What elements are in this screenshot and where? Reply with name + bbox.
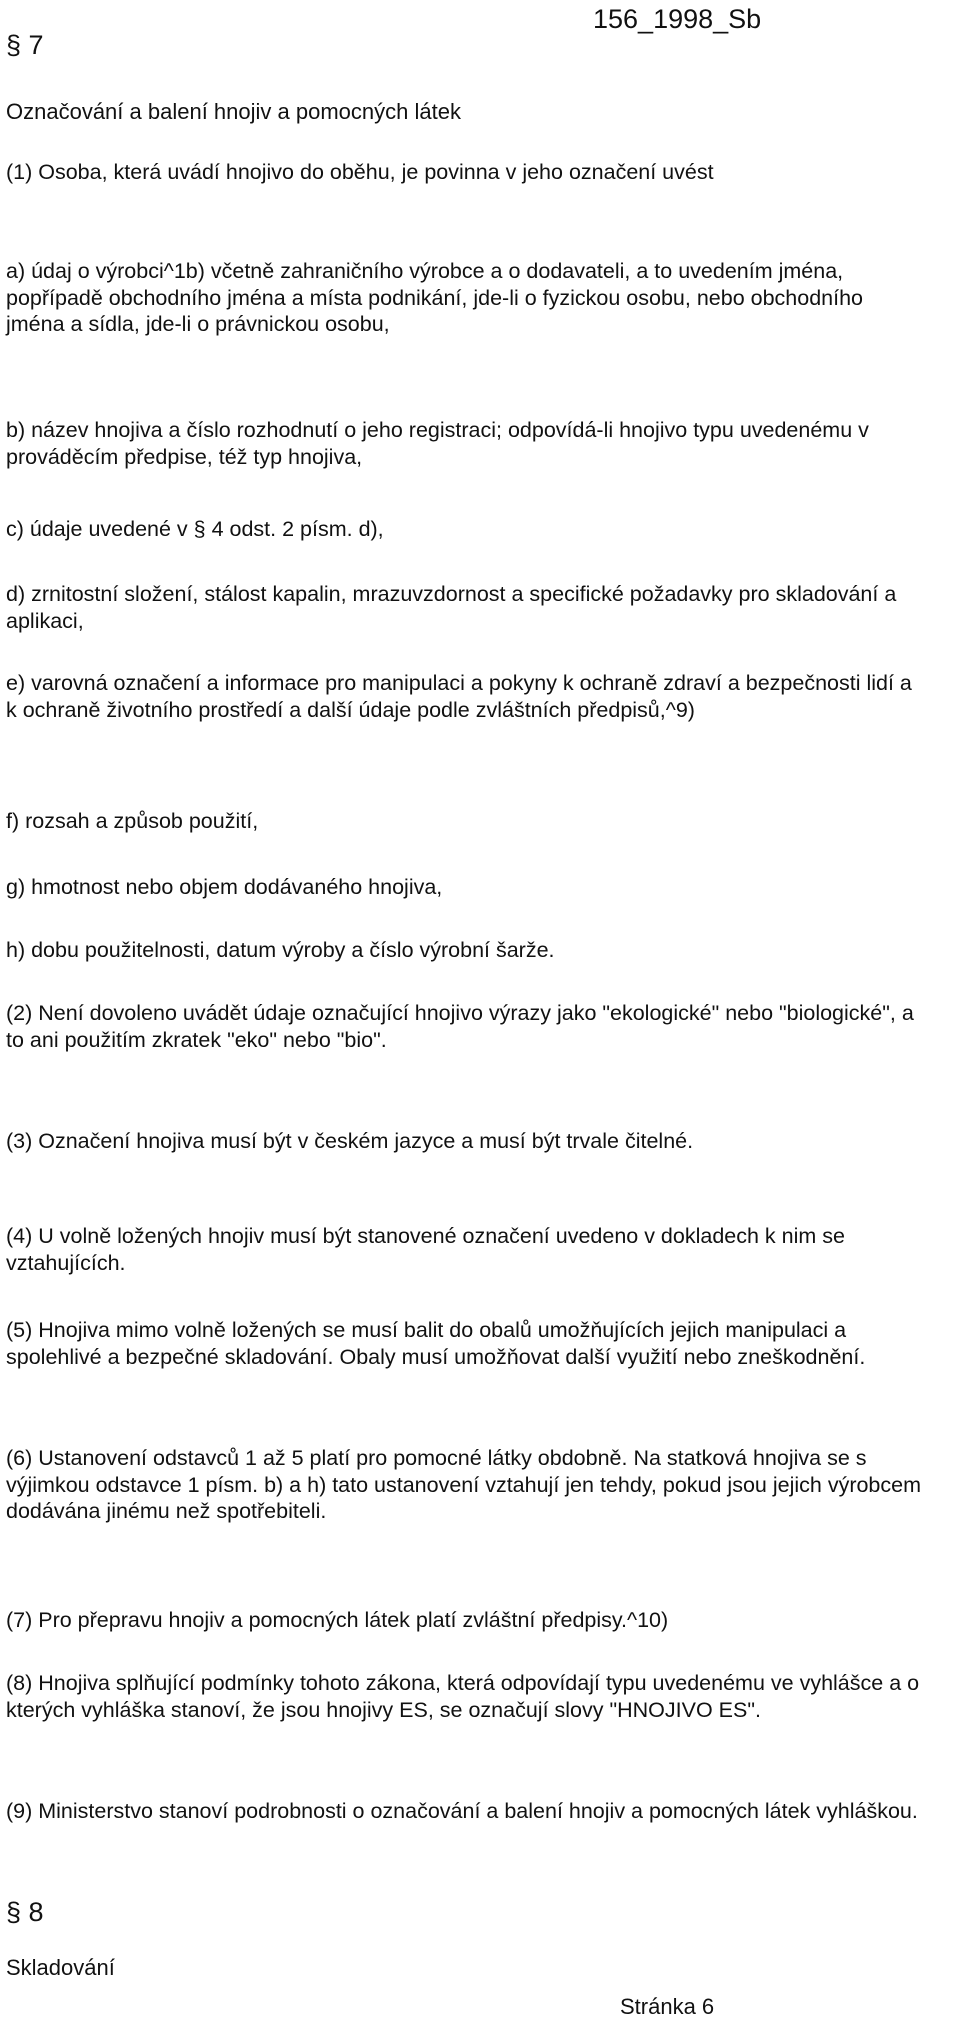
item-c: c) údaje uvedené v § 4 odst. 2 písm. d), (6, 517, 384, 541)
item-d: d) zrnitostní složení, stálost kapalin, mrazuvzdornost a specifické požadavky pro skladování a aplikaci, (6, 582, 897, 633)
item-g: g) hmotnost nebo objem dodávaného hnojiva, (6, 875, 443, 899)
item-e: e) varovná označení a informace pro manipulaci a pokyny k ochraně zdraví a bezpečnosti lidí a k ochraně životního prostředí a další údaje podle zvláštních předpisů,^9) (6, 671, 912, 722)
paragraph-7: (7) Pro přepravu hnojiv a pomocných látek platí zvláštní předpisy.^10) (6, 1608, 669, 1632)
paragraph-1: (1) Osoba, která uvádí hnojivo do oběhu, je povinna v jeho označení uvést (6, 160, 714, 184)
paragraph-5: (5) Hnojiva mimo volně ložených se musí balit do obalů umožňujících jejich manipulaci a spolehlivé a bezpečné skladování. Obaly musí umožňovat další využití nebo zneškodnění. (6, 1318, 866, 1369)
section-8-title: Skladování (6, 1955, 115, 1980)
paragraph-2: (2) Není dovoleno uvádět údaje označující hnojivo výrazy jako "ekologické" nebo "biologické", a to ani použitím zkratek "eko" nebo "bio". (6, 1001, 914, 1052)
paragraph-6: (6) Ustanovení odstavců 1 až 5 platí pro pomocné látky obdobně. Na statková hnojiva se s výjimkou odstavce 1 písm. b) a h) tato ustanovení vztahují jen tehdy, pokud jsou jejich výrobcem dodávána jinému než spotřebiteli. (6, 1446, 922, 1523)
paragraph-8: (8) Hnojiva splňující podmínky tohoto zákona, která odpovídají typu uvedenému ve vyhlášce a o kterých vyhláška stanoví, že jsou hnojivy ES, se označují slovy "HNOJIVO ES". (6, 1671, 920, 1722)
item-a: a) údaj o výrobci^1b) včetně zahraničního výrobce a o dodavateli, a to uvedením jména, popřípadě obchodního jména a místa podnikání, jde-li o fyzickou osobu, nebo obchodního jména a sídla, jde-li o právnickou osobu, (6, 259, 864, 336)
section-7-mark: § 7 (6, 30, 44, 60)
document-id: 156_1998_Sb (593, 4, 762, 34)
paragraph-3: (3) Označení hnojiva musí být v českém jazyce a musí být trvale čitelné. (6, 1129, 694, 1153)
item-h: h) dobu použitelnosti, datum výroby a číslo výrobní šarže. (6, 938, 555, 962)
paragraph-4: (4) U volně ložených hnojiv musí být stanovené označení uvedeno v dokladech k nim se vztahujících. (6, 1224, 845, 1275)
section-8-mark: § 8 (6, 1897, 44, 1927)
section-7-title: Označování a balení hnojiv a pomocných látek (6, 99, 461, 124)
item-b: b) název hnojiva a číslo rozhodnutí o jeho registraci; odpovídá-li hnojivo typu uvedenému v prováděcím předpise, též typ hnojiva, (6, 418, 869, 469)
page-number: Stránka 6 (620, 1994, 715, 2019)
item-f: f) rozsah a způsob použití, (6, 809, 259, 833)
paragraph-9: (9) Ministerstvo stanoví podrobnosti o označování a balení hnojiv a pomocných látek vyhláškou. (6, 1799, 918, 1823)
